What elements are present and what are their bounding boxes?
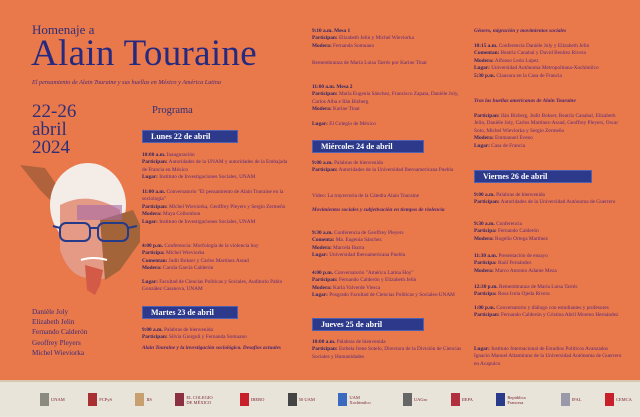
event-line	[142, 327, 292, 334]
event-line	[474, 113, 624, 135]
event-line	[312, 277, 462, 284]
session-title: Género, migración y movimientos sociales	[474, 28, 567, 34]
event-label: Modera:	[474, 235, 494, 242]
event-label: Lugar:	[312, 292, 328, 299]
event-text: Rosa Icela Ojeda Rivera	[497, 291, 550, 298]
event-label: Comentan:	[142, 257, 168, 264]
event-text: Fernando Calderón	[497, 228, 539, 235]
event-text: Marco Antonio Adame Meza	[495, 267, 557, 274]
day-header: Miércoles 24 de abril	[312, 140, 424, 153]
event-line	[312, 43, 462, 50]
session-title: Movimientos sociales y subjetivación en tiempos de violencia	[312, 207, 445, 213]
logo-mark-icon	[561, 393, 570, 406]
event-label: 9:30 a.m.	[474, 221, 495, 227]
event-line	[474, 253, 624, 260]
event-label: Modera:	[312, 106, 332, 113]
program-event	[312, 84, 462, 114]
event-label: Participan:	[312, 91, 338, 98]
program-event	[312, 60, 462, 67]
event-text: Alfonso León López	[494, 57, 539, 64]
map-caribbean	[77, 205, 122, 220]
event-line	[474, 65, 624, 72]
event-text: Instituto de Investigaciones Sociales, UNAM	[159, 174, 256, 181]
portrait-illustration	[15, 160, 140, 295]
logo-mark-icon	[403, 393, 412, 406]
date-range: 22-26	[32, 101, 77, 122]
event-text: Conferencia: Morfología de la violencia hoy	[164, 243, 259, 249]
event-label: Modera:	[474, 135, 494, 142]
event-label: Modera:	[312, 284, 332, 291]
event-line	[142, 258, 292, 265]
event-line	[474, 291, 624, 298]
day-header: Jueves 25 de abril	[312, 318, 424, 331]
event-label: Participan:	[312, 167, 338, 174]
event-line	[474, 73, 624, 80]
event-line	[312, 106, 462, 113]
event-line	[142, 189, 292, 204]
program-event	[142, 279, 292, 294]
event-text: Inauguración	[166, 152, 195, 158]
event-line	[312, 193, 462, 200]
event-line	[312, 245, 462, 252]
event-line	[142, 159, 292, 174]
event-label: Lugar:	[312, 252, 328, 259]
event-text: Autoridades de la Universidad Autónoma de Guerrero	[500, 199, 616, 206]
map-southern-cone	[85, 265, 103, 295]
program-event	[474, 305, 624, 320]
sponsor-logo	[240, 393, 265, 406]
event-text: Michel Wieviorka, Geoffrey Pleyers y Sergio Zermeño	[168, 203, 286, 210]
subtitle: El pensamiento de Alain Touraine y sus huellas en México y América Latina	[32, 79, 221, 86]
event-label: Participan:	[474, 199, 500, 206]
event-label: 11:30 a.m.	[474, 253, 498, 259]
event-label: 9:10 a.m. Mesa 1	[312, 28, 351, 34]
event-label: Lugar:	[474, 142, 490, 149]
program-column-3	[474, 0, 624, 380]
title-prefix: Homenaje a	[32, 22, 95, 37]
logo-text: UAM Xochimilco	[349, 394, 371, 405]
event-line	[474, 50, 624, 57]
event-label: Participan:	[142, 203, 168, 210]
event-label: Participan:	[312, 346, 338, 353]
sponsor-logos-footer	[0, 380, 640, 417]
date-month: abril	[32, 119, 67, 140]
event-text: Universidad Iberoamericana Puebla	[329, 252, 406, 259]
event-text: María Eugenia Sánchez, Francisco Zapata, Danièle Joly, Carlos Alba e Ilán Bizberg	[312, 91, 459, 105]
event-line	[312, 270, 462, 277]
event-label: Lugar:	[474, 346, 490, 352]
sponsor-logo	[605, 393, 632, 406]
event-line	[312, 292, 462, 299]
event-text: Marcela Ibarra	[333, 244, 365, 251]
event-label: Comentan:	[474, 50, 500, 57]
event-line	[142, 250, 292, 257]
logo-mark-icon	[605, 393, 614, 406]
event-label: Lugar:	[142, 218, 158, 225]
logo-mark-icon	[40, 393, 49, 406]
event-text: Clausura en la Casa de Francia	[496, 72, 562, 79]
event-text: Emmanuel Eveno	[495, 135, 533, 142]
event-line	[142, 334, 292, 341]
event-label: 4:00 p.m.	[312, 270, 334, 276]
event-label: 1:00 p.m.	[474, 305, 496, 311]
sponsor-logo	[496, 393, 537, 406]
logo-text: IFAL	[571, 397, 582, 402]
event-label: Participan:	[312, 35, 338, 42]
event-label: Participa:	[474, 228, 497, 235]
event-line	[142, 279, 292, 294]
event-text: Facultad de Ciencias Políticas y Sociales, Auditorio Pablo González Casanova, UNAM	[142, 279, 283, 293]
event-text: Judit Bokser y Carlos Martínez Assad	[168, 257, 249, 264]
program-column-1	[142, 0, 292, 380]
event-line	[474, 192, 624, 199]
event-label: 12:30 p.m.	[474, 284, 498, 290]
event-line	[474, 135, 624, 142]
program-event	[312, 339, 462, 361]
page-title: Alain Touraine	[31, 33, 257, 74]
event-label: Participan:	[312, 277, 338, 284]
speakers-list	[32, 307, 87, 358]
event-text: Conversatorio y diálogo con estudiantes y profesores	[496, 305, 609, 311]
logo-text: IIS	[146, 397, 152, 402]
event-text: Posgrado Facultad de Ciencias Políticas y Sociales-UNAM	[329, 292, 455, 299]
event-text: Remembranza de María Luisa Tarrés	[499, 284, 578, 290]
program-event	[142, 189, 292, 226]
event-label: Modera:	[142, 211, 162, 218]
event-text: Universidad Autónoma Metropolitana-Xochimilco	[491, 65, 599, 72]
event-line	[312, 121, 462, 128]
logo-text: EL COLEGIO DE MÉXICO	[186, 394, 213, 405]
event-text: Conferencia	[496, 221, 522, 227]
program-event	[312, 121, 462, 128]
event-text: Karla Valverde Viesca	[333, 284, 381, 291]
logo-text: República Francesa	[507, 394, 526, 405]
event-line	[474, 43, 624, 50]
sponsor-logo	[40, 393, 65, 406]
speaker-name: Michel Wieviorka	[32, 348, 85, 357]
event-label: 9:00 a.m.	[312, 160, 333, 166]
event-text: Fernando Calderón y Elizabeth Jelin	[338, 277, 417, 284]
sponsor-logo	[403, 393, 428, 406]
event-label: 9:30 a.m.	[312, 230, 333, 236]
event-text: Conversatorio "El pensamiento de Alain Touraine en la sociología"	[142, 189, 284, 203]
program-event	[312, 270, 462, 300]
day-header: Martes 23 de abril	[142, 306, 238, 319]
program-event	[474, 346, 624, 368]
event-text: Casa de Francia	[491, 142, 526, 149]
program-event	[312, 28, 462, 50]
event-text: Rogelio Ortega Martínez	[495, 235, 548, 242]
event-text: Karine Tinat	[333, 106, 360, 113]
event-text: Autoridades de la UNAM y autoridades de la Embajada de Francia en México	[142, 159, 288, 173]
event-line	[312, 160, 462, 167]
event-line	[474, 260, 624, 267]
sponsor-logo	[561, 393, 582, 406]
event-label: Participa:	[474, 260, 497, 267]
event-text: Conversatorio "América Latina Hoy"	[334, 270, 414, 276]
event-text: Palabras de bienvenida	[164, 327, 213, 333]
event-label: 10:15 a.m.	[474, 43, 498, 49]
program-event	[474, 284, 624, 299]
event-text: Video: La trayectoria de la Cátedra Alain Touraine	[312, 193, 420, 199]
logo-text: 50 UAM	[298, 397, 315, 402]
sponsor-logo	[288, 393, 315, 406]
event-label: Participan:	[142, 334, 168, 341]
event-text: Michel Wieviorka	[165, 250, 205, 257]
event-text: Autoridades de la Universidad Iberoamericana Puebla	[338, 167, 454, 174]
speaker-name: Fernando Calderón	[32, 328, 88, 337]
logo-text: IBERO	[250, 397, 265, 402]
date-year: 2024	[32, 137, 70, 158]
logo-text: FCPyS	[99, 397, 112, 402]
event-label: 11:00 a.m. Mesa 2	[312, 84, 353, 90]
session-title: Tras las huellas americanas de Alain Touraine	[474, 98, 576, 104]
sponsor-logo	[451, 393, 473, 406]
speaker-name: Danièle Joly	[32, 308, 69, 316]
event-line	[474, 236, 624, 243]
event-line	[312, 346, 462, 361]
logo-mark-icon	[496, 393, 505, 406]
event-line	[142, 243, 292, 250]
logo-mark-icon	[338, 393, 347, 406]
event-text: El Colegio de México	[329, 121, 376, 127]
event-line	[312, 237, 462, 244]
logo-mark-icon	[288, 393, 297, 406]
event-line	[474, 346, 624, 368]
event-label: Modera:	[474, 57, 494, 64]
event-label: Lugar:	[312, 121, 328, 127]
program-event	[142, 243, 292, 273]
event-line	[312, 339, 462, 346]
program-event	[474, 113, 624, 150]
program-event	[474, 192, 624, 207]
event-text: Instituto de Investigaciones Sociales, UNAM	[159, 218, 256, 225]
event-label: 4:00 p.m.	[142, 243, 164, 249]
event-label: 5:30 p.m.	[474, 72, 496, 79]
event-line	[142, 152, 292, 159]
event-text: Ma. Eugenia Sánchez	[335, 237, 382, 244]
event-text: Silvia Giorguli y Fernanda Somuano	[168, 334, 247, 341]
event-label: Lugar:	[142, 279, 158, 285]
speaker-name: Elizabeth Jelin	[32, 318, 75, 327]
event-text: Elizabeth Jelin y Michel Wieviorka	[338, 35, 414, 42]
day-header: Lunes 22 de abril	[142, 130, 238, 143]
event-line	[312, 35, 462, 42]
sponsor-logo	[175, 393, 216, 406]
event-line	[474, 312, 624, 319]
logo-text: IIEPA	[461, 397, 473, 402]
event-line	[142, 204, 292, 211]
event-text: Fernanda Somuano	[333, 42, 375, 49]
event-label: Participa:	[142, 250, 165, 257]
event-text: Raúl Fernández	[497, 260, 532, 267]
event-label: 9:00 a.m.	[474, 192, 495, 198]
event-text: Carola García Calderón	[163, 265, 214, 272]
event-line	[474, 58, 624, 65]
event-label: 9:00 a.m.	[142, 327, 163, 333]
speaker-name: Geoffrey Pleyers	[32, 338, 81, 347]
sponsor-logo	[338, 393, 379, 406]
program-event	[474, 43, 624, 80]
event-label: Participan:	[474, 312, 500, 319]
event-line	[312, 230, 462, 237]
event-label: Participa:	[474, 291, 497, 298]
event-line	[312, 91, 462, 106]
event-text: Estbela Irene Sotelo, Directora de la División de Ciencias Sociales y Humanidades	[312, 346, 462, 360]
event-line	[474, 199, 624, 206]
event-line	[474, 284, 624, 291]
program-event	[312, 160, 462, 175]
event-line	[312, 167, 462, 174]
event-text: Conferencia Danièle Joly y Elizabeth Jelin	[498, 43, 590, 49]
event-label: 10:00 a.m.	[312, 339, 336, 345]
event-line	[474, 305, 624, 312]
event-line	[312, 252, 462, 259]
event-text: Maya Collombon	[163, 211, 201, 218]
event-line	[312, 60, 462, 67]
program-event	[474, 253, 624, 275]
event-label: Modera:	[312, 42, 332, 49]
event-text: Remembranza de María Luisa Tarrés por Karine Tinat	[312, 60, 427, 66]
event-label: Participan:	[474, 113, 500, 119]
event-label: 10:00 a.m.	[142, 152, 166, 158]
event-label: Lugar:	[142, 174, 158, 181]
event-text: Presentación de ensayo	[498, 253, 548, 259]
sponsor-logo	[88, 393, 112, 406]
logo-mark-icon	[451, 393, 460, 406]
event-text: Instituto Internacional de Estudios Políticos Avanzados Ignacio Manuel Altamirano de la Universidad Autónoma de Guerrero en Acapulco	[474, 346, 622, 367]
logo-text: UAGro	[413, 397, 428, 402]
event-text: Fernando Calderón y Cristina Abril Moreno Hernández	[500, 312, 619, 319]
event-label: Modera:	[474, 267, 494, 274]
program-event	[312, 193, 462, 200]
event-label: 11:00 a.m.	[142, 189, 166, 195]
event-line	[142, 265, 292, 272]
program-event	[142, 152, 292, 182]
event-label: Participan:	[142, 159, 168, 166]
event-line	[474, 143, 624, 150]
map-south-america	[100, 210, 140, 280]
program-event	[312, 230, 462, 260]
event-line	[142, 174, 292, 181]
sponsor-logo	[135, 393, 152, 406]
session-title: Alain Touraine y la investigación sociológica. Desafíos actuales	[142, 345, 281, 351]
event-line	[312, 28, 462, 35]
event-line	[142, 219, 292, 226]
day-header: Viernes 26 de abril	[474, 170, 592, 183]
event-line	[474, 228, 624, 235]
event-label: Comenta:	[312, 237, 335, 244]
event-line	[312, 285, 462, 292]
event-line	[474, 221, 624, 228]
program-event	[474, 221, 624, 243]
logo-mark-icon	[88, 393, 97, 406]
event-label: Modera:	[312, 244, 332, 251]
program-column-2	[312, 0, 462, 380]
event-text: Palabras de bienvenida	[334, 160, 383, 166]
event-label: Modera:	[142, 265, 162, 272]
event-label: Lugar:	[474, 65, 490, 72]
event-text: Palabras de bienvenida	[496, 192, 545, 198]
logo-mark-icon	[175, 393, 184, 406]
logo-mark-icon	[240, 393, 249, 406]
logo-text: CEMCA	[615, 397, 632, 402]
event-text: Conferencia de Geoffrey Pleyers	[334, 230, 404, 236]
event-line	[474, 268, 624, 275]
logo-mark-icon	[135, 393, 144, 406]
event-text: Palabras de bienvenida	[336, 339, 386, 345]
event-text: Ilán Bizberg, Judit Bokser, Beatriz Canabal, Elizabeth Jelin, Danièle Joly, Carlos Martínez-Assad, Geoffrey Pleyers, Oscar Soto, Michel Wieviorka y Sergio Zermeño	[474, 113, 619, 134]
program-heading: Programa	[152, 105, 193, 116]
event-text: Beatriz Canabal y David Benítez Rivera	[500, 50, 586, 57]
program-event	[142, 327, 292, 342]
logo-text: UNAM	[51, 397, 65, 402]
event-line	[312, 84, 462, 91]
event-line	[142, 211, 292, 218]
